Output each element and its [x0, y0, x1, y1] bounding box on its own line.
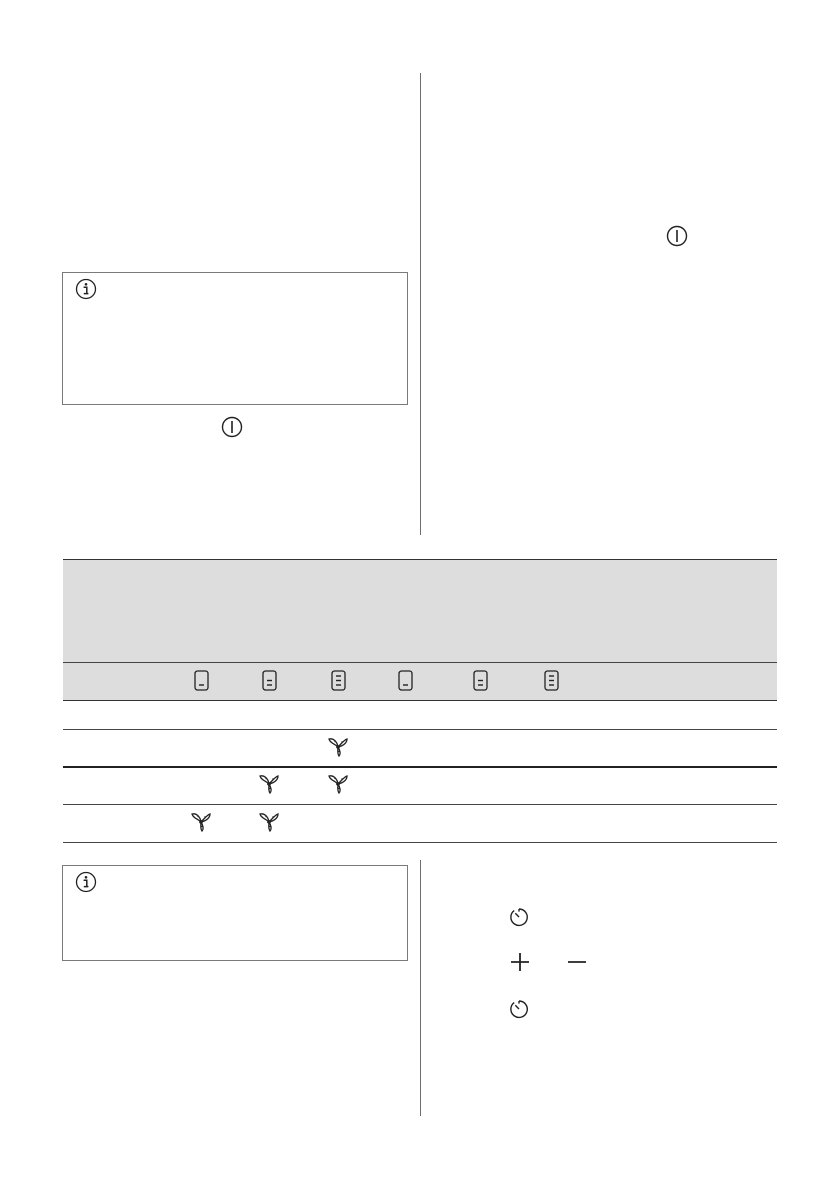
- fan-icon: [328, 735, 348, 757]
- table-bottom-rule: [63, 842, 777, 843]
- table-subheader-band: [63, 663, 777, 700]
- hob-level-3-icon: [331, 670, 346, 691]
- hob-level-1-icon: [398, 670, 413, 691]
- upper-column-divider: [420, 73, 421, 535]
- table-row-rule: [63, 766, 777, 768]
- info-note-box-top: [62, 272, 408, 405]
- info-icon: [75, 278, 97, 300]
- table-header-divider: [63, 662, 777, 663]
- hob-level-2-icon: [262, 670, 277, 691]
- power-icon: [666, 225, 688, 247]
- plus-icon: [509, 951, 531, 973]
- fan-icon: [259, 772, 279, 794]
- info-icon: [75, 871, 97, 893]
- fan-icon: [259, 810, 279, 832]
- fan-icon: [328, 772, 348, 794]
- table-row-rule: [63, 729, 777, 730]
- timer-icon: [508, 998, 530, 1020]
- table-header-band: [63, 560, 777, 662]
- hob-level-2-icon: [473, 670, 488, 691]
- hob-level-1-icon: [194, 670, 209, 691]
- power-icon: [221, 416, 243, 438]
- fan-icon: [191, 810, 211, 832]
- info-note-box-bottom: [62, 865, 408, 961]
- hob-level-3-icon: [544, 670, 559, 691]
- minus-icon: [566, 951, 588, 973]
- timer-icon: [508, 906, 530, 928]
- table-header-bottom-rule: [63, 700, 777, 701]
- table-row-rule: [63, 804, 777, 805]
- lower-column-divider: [420, 860, 421, 1116]
